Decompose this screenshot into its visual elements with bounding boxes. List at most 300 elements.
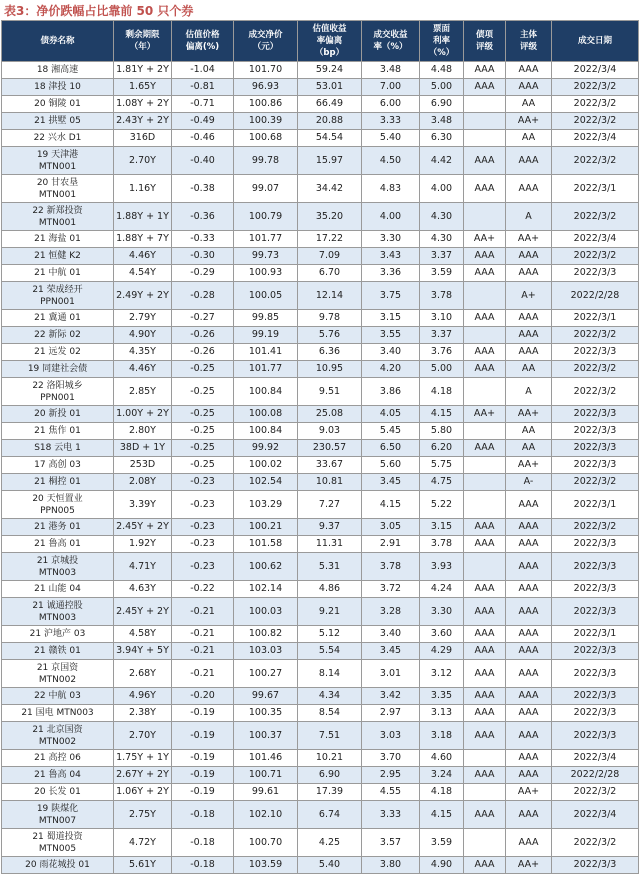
cell-issuer-rating: AA xyxy=(506,130,552,147)
cell-bond-name: 20 长发 01 xyxy=(2,784,114,801)
cell-trade-yield: 3.28 xyxy=(362,598,420,626)
cell-trade-yield: 2.91 xyxy=(362,536,420,553)
cell-valuation-price-deviation: -0.26 xyxy=(172,344,234,361)
table-row xyxy=(2,801,639,829)
cell-issuer-rating: AAA xyxy=(506,705,552,722)
cell-trade-date: 2022/3/3 xyxy=(552,722,639,750)
cell-trade-net-price: 100.35 xyxy=(234,705,298,722)
cell-issue-rating: AA+ xyxy=(464,231,506,248)
cell-issuer-rating: AAA xyxy=(506,175,552,203)
table-row xyxy=(2,688,639,705)
table-row xyxy=(2,519,639,536)
cell-coupon-rate: 3.24 xyxy=(420,767,464,784)
cell-trade-yield: 3.40 xyxy=(362,344,420,361)
cell-remaining-term: 4.46Y xyxy=(114,248,172,265)
cell-trade-yield: 3.30 xyxy=(362,231,420,248)
cell-trade-date: 2022/3/3 xyxy=(552,660,639,688)
cell-remaining-term: 1.00Y + 2Y xyxy=(114,406,172,423)
table-row xyxy=(2,440,639,457)
table-row xyxy=(2,784,639,801)
cell-valuation-yield-deviation: 34.42 xyxy=(298,175,362,203)
cell-valuation-price-deviation: -0.23 xyxy=(172,536,234,553)
table-row xyxy=(2,231,639,248)
cell-bond-name: 21 焦作 01 xyxy=(2,423,114,440)
cell-trade-date: 2022/3/4 xyxy=(552,62,639,79)
cell-trade-net-price: 100.05 xyxy=(234,282,298,310)
table-row xyxy=(2,113,639,130)
cell-issue-rating xyxy=(464,282,506,310)
cell-issue-rating: AAA xyxy=(464,705,506,722)
cell-issuer-rating: AAA xyxy=(506,688,552,705)
cell-issuer-rating: AAA xyxy=(506,519,552,536)
cell-trade-date: 2022/3/3 xyxy=(552,553,639,581)
cell-trade-yield: 3.15 xyxy=(362,310,420,327)
cell-issue-rating xyxy=(464,327,506,344)
cell-trade-net-price: 100.84 xyxy=(234,423,298,440)
cell-valuation-price-deviation: -0.22 xyxy=(172,581,234,598)
cell-trade-net-price: 101.46 xyxy=(234,750,298,767)
table-row xyxy=(2,457,639,474)
table-row xyxy=(2,130,639,147)
cell-issue-rating: AAA xyxy=(464,62,506,79)
cell-coupon-rate: 4.60 xyxy=(420,750,464,767)
cell-remaining-term: 2.38Y xyxy=(114,705,172,722)
cell-issue-rating: AA+ xyxy=(464,406,506,423)
cell-trade-date: 2022/2/28 xyxy=(552,767,639,784)
cell-bond-name: 22 新郑投资 MTN001 xyxy=(2,203,114,231)
cell-valuation-price-deviation: -0.19 xyxy=(172,784,234,801)
cell-remaining-term: 2.68Y xyxy=(114,660,172,688)
cell-issue-rating: AAA xyxy=(464,626,506,643)
cell-remaining-term: 4.96Y xyxy=(114,688,172,705)
cell-coupon-rate: 5.00 xyxy=(420,361,464,378)
table-body xyxy=(2,62,639,874)
cell-valuation-price-deviation: -0.27 xyxy=(172,310,234,327)
cell-coupon-rate: 5.22 xyxy=(420,491,464,519)
cell-trade-date: 2022/3/1 xyxy=(552,175,639,203)
cell-issuer-rating: AAA xyxy=(506,801,552,829)
cell-issuer-rating: AAA xyxy=(506,767,552,784)
cell-coupon-rate: 4.75 xyxy=(420,474,464,491)
table-row xyxy=(2,406,639,423)
cell-issue-rating xyxy=(464,130,506,147)
cell-coupon-rate: 6.20 xyxy=(420,440,464,457)
cell-valuation-price-deviation: -0.33 xyxy=(172,231,234,248)
cell-trade-net-price: 100.21 xyxy=(234,519,298,536)
cell-trade-yield: 4.00 xyxy=(362,203,420,231)
cell-valuation-price-deviation: -0.23 xyxy=(172,553,234,581)
cell-remaining-term: 4.35Y xyxy=(114,344,172,361)
cell-trade-yield: 4.50 xyxy=(362,147,420,175)
cell-trade-yield: 4.55 xyxy=(362,784,420,801)
cell-valuation-yield-deviation: 15.97 xyxy=(298,147,362,175)
cell-trade-net-price: 100.82 xyxy=(234,626,298,643)
cell-coupon-rate: 4.30 xyxy=(420,203,464,231)
cell-valuation-price-deviation: -0.23 xyxy=(172,474,234,491)
cell-remaining-term: 316D xyxy=(114,130,172,147)
cell-valuation-yield-deviation: 66.49 xyxy=(298,96,362,113)
cell-trade-yield: 3.33 xyxy=(362,113,420,130)
cell-trade-yield: 3.01 xyxy=(362,660,420,688)
cell-coupon-rate: 3.48 xyxy=(420,113,464,130)
cell-coupon-rate: 3.12 xyxy=(420,660,464,688)
table-row xyxy=(2,643,639,660)
table-row xyxy=(2,598,639,626)
cell-valuation-price-deviation: -0.49 xyxy=(172,113,234,130)
cell-coupon-rate: 5.75 xyxy=(420,457,464,474)
column-header-trade-yield: 成交收益 率（%） xyxy=(362,21,420,62)
cell-trade-yield: 3.40 xyxy=(362,626,420,643)
cell-issue-rating: AAA xyxy=(464,688,506,705)
cell-trade-net-price: 100.71 xyxy=(234,767,298,784)
cell-trade-date: 2022/2/28 xyxy=(552,282,639,310)
cell-remaining-term: 2.85Y xyxy=(114,378,172,406)
cell-trade-date: 2022/3/3 xyxy=(552,423,639,440)
cell-valuation-yield-deviation: 4.25 xyxy=(298,829,362,857)
cell-bond-name: 21 中航 01 xyxy=(2,265,114,282)
cell-trade-date: 2022/3/3 xyxy=(552,598,639,626)
cell-remaining-term: 1.88Y + 7Y xyxy=(114,231,172,248)
cell-issuer-rating: A xyxy=(506,378,552,406)
cell-valuation-price-deviation: -0.19 xyxy=(172,750,234,767)
cell-issue-rating xyxy=(464,113,506,130)
cell-valuation-price-deviation: -0.19 xyxy=(172,722,234,750)
cell-trade-date: 2022/3/2 xyxy=(552,248,639,265)
cell-valuation-price-deviation: -0.25 xyxy=(172,423,234,440)
cell-bond-name: 21 鲁高 01 xyxy=(2,536,114,553)
cell-trade-yield: 7.00 xyxy=(362,79,420,96)
cell-valuation-yield-deviation: 5.54 xyxy=(298,643,362,660)
cell-trade-net-price: 103.59 xyxy=(234,857,298,874)
cell-bond-name: 21 冀通 01 xyxy=(2,310,114,327)
table-row xyxy=(2,344,639,361)
cell-issuer-rating: AA xyxy=(506,96,552,113)
cell-bond-name: 21 拱墅 05 xyxy=(2,113,114,130)
table-row xyxy=(2,423,639,440)
cell-trade-yield: 5.45 xyxy=(362,423,420,440)
cell-trade-net-price: 100.70 xyxy=(234,829,298,857)
cell-bond-name: 21 海盐 01 xyxy=(2,231,114,248)
cell-trade-date: 2022/3/4 xyxy=(552,130,639,147)
cell-coupon-rate: 3.13 xyxy=(420,705,464,722)
cell-remaining-term: 4.72Y xyxy=(114,829,172,857)
cell-bond-name: 20 铜陵 01 xyxy=(2,96,114,113)
cell-remaining-term: 2.79Y xyxy=(114,310,172,327)
cell-valuation-yield-deviation: 5.31 xyxy=(298,553,362,581)
cell-remaining-term: 2.67Y + 2Y xyxy=(114,767,172,784)
table-row xyxy=(2,265,639,282)
cell-trade-date: 2022/3/2 xyxy=(552,147,639,175)
cell-issuer-rating: AAA xyxy=(506,344,552,361)
cell-trade-net-price: 103.29 xyxy=(234,491,298,519)
column-header-valuation-price-deviation: 估值价格 偏离(%) xyxy=(172,21,234,62)
cell-coupon-rate: 3.10 xyxy=(420,310,464,327)
cell-trade-yield: 3.45 xyxy=(362,474,420,491)
cell-issuer-rating: AA+ xyxy=(506,406,552,423)
cell-issue-rating: AAA xyxy=(464,581,506,598)
cell-trade-date: 2022/3/2 xyxy=(552,361,639,378)
cell-trade-yield: 3.78 xyxy=(362,553,420,581)
cell-trade-date: 2022/3/2 xyxy=(552,784,639,801)
cell-coupon-rate: 4.15 xyxy=(420,801,464,829)
cell-trade-net-price: 101.70 xyxy=(234,62,298,79)
cell-trade-date: 2022/3/1 xyxy=(552,626,639,643)
cell-trade-yield: 4.15 xyxy=(362,491,420,519)
table-row xyxy=(2,536,639,553)
cell-trade-net-price: 100.03 xyxy=(234,598,298,626)
cell-valuation-yield-deviation: 25.08 xyxy=(298,406,362,423)
cell-trade-date: 2022/3/2 xyxy=(552,113,639,130)
cell-issuer-rating: AA xyxy=(506,440,552,457)
table-row xyxy=(2,626,639,643)
cell-bond-name: 21 鲁高 04 xyxy=(2,767,114,784)
cell-trade-net-price: 101.77 xyxy=(234,361,298,378)
cell-issue-rating: AAA xyxy=(464,643,506,660)
cell-issue-rating: AAA xyxy=(464,722,506,750)
cell-remaining-term: 2.49Y + 2Y xyxy=(114,282,172,310)
cell-issuer-rating: AAA xyxy=(506,553,552,581)
cell-remaining-term: 1.88Y + 1Y xyxy=(114,203,172,231)
cell-valuation-yield-deviation: 6.90 xyxy=(298,767,362,784)
cell-bond-name: 19 陕煤化 MTN007 xyxy=(2,801,114,829)
cell-remaining-term: 2.70Y xyxy=(114,147,172,175)
cell-bond-name: 21 恒健 K2 xyxy=(2,248,114,265)
cell-bond-name: 21 京国资 MTN002 xyxy=(2,660,114,688)
table-row xyxy=(2,203,639,231)
cell-valuation-yield-deviation: 10.81 xyxy=(298,474,362,491)
cell-issue-rating: AAA xyxy=(464,598,506,626)
cell-valuation-yield-deviation: 5.12 xyxy=(298,626,362,643)
cell-remaining-term: 2.45Y + 2Y xyxy=(114,598,172,626)
cell-coupon-rate: 4.30 xyxy=(420,231,464,248)
cell-issue-rating: AAA xyxy=(464,660,506,688)
cell-remaining-term: 38D + 1Y xyxy=(114,440,172,457)
cell-bond-name: 21 港务 01 xyxy=(2,519,114,536)
cell-issue-rating: AAA xyxy=(464,310,506,327)
cell-trade-yield: 3.75 xyxy=(362,282,420,310)
cell-valuation-yield-deviation: 9.21 xyxy=(298,598,362,626)
column-header-issuer-rating: 主体 评级 xyxy=(506,21,552,62)
cell-issuer-rating: AAA xyxy=(506,491,552,519)
table-row xyxy=(2,248,639,265)
cell-bond-name: 20 天恒置业 PPN005 xyxy=(2,491,114,519)
table-row xyxy=(2,750,639,767)
cell-remaining-term: 4.90Y xyxy=(114,327,172,344)
cell-remaining-term: 5.61Y xyxy=(114,857,172,874)
cell-trade-net-price: 103.03 xyxy=(234,643,298,660)
cell-trade-yield: 4.83 xyxy=(362,175,420,203)
cell-valuation-price-deviation: -0.23 xyxy=(172,519,234,536)
cell-bond-name: 21 蜀道投资 MTN005 xyxy=(2,829,114,857)
cell-coupon-rate: 3.35 xyxy=(420,688,464,705)
cell-valuation-yield-deviation: 53.01 xyxy=(298,79,362,96)
cell-trade-net-price: 99.19 xyxy=(234,327,298,344)
cell-issuer-rating: AAA xyxy=(506,750,552,767)
cell-valuation-price-deviation: -0.25 xyxy=(172,378,234,406)
cell-trade-date: 2022/3/2 xyxy=(552,79,639,96)
cell-issuer-rating: AAA xyxy=(506,310,552,327)
cell-trade-net-price: 101.77 xyxy=(234,231,298,248)
cell-remaining-term: 1.65Y xyxy=(114,79,172,96)
cell-trade-yield: 6.00 xyxy=(362,96,420,113)
table-row xyxy=(2,361,639,378)
cell-trade-net-price: 99.92 xyxy=(234,440,298,457)
cell-bond-name: 21 赣铁 01 xyxy=(2,643,114,660)
cell-remaining-term: 4.46Y xyxy=(114,361,172,378)
cell-coupon-rate: 3.93 xyxy=(420,553,464,581)
cell-trade-date: 2022/3/3 xyxy=(552,344,639,361)
cell-valuation-price-deviation: -0.25 xyxy=(172,457,234,474)
table-row xyxy=(2,829,639,857)
cell-coupon-rate: 3.59 xyxy=(420,265,464,282)
cell-valuation-price-deviation: -0.29 xyxy=(172,265,234,282)
cell-coupon-rate: 6.30 xyxy=(420,130,464,147)
cell-remaining-term: 4.71Y xyxy=(114,553,172,581)
cell-issuer-rating: AAA xyxy=(506,581,552,598)
cell-trade-net-price: 99.61 xyxy=(234,784,298,801)
table-row xyxy=(2,491,639,519)
cell-issue-rating: AAA xyxy=(464,344,506,361)
cell-trade-yield: 3.70 xyxy=(362,750,420,767)
cell-remaining-term: 1.08Y + 2Y xyxy=(114,96,172,113)
table-row xyxy=(2,96,639,113)
cell-trade-yield: 3.80 xyxy=(362,857,420,874)
cell-remaining-term: 1.92Y xyxy=(114,536,172,553)
cell-valuation-yield-deviation: 8.54 xyxy=(298,705,362,722)
cell-remaining-term: 253D xyxy=(114,457,172,474)
cell-trade-net-price: 100.84 xyxy=(234,378,298,406)
cell-valuation-yield-deviation: 9.03 xyxy=(298,423,362,440)
cell-trade-net-price: 102.14 xyxy=(234,581,298,598)
cell-trade-yield: 6.50 xyxy=(362,440,420,457)
cell-issuer-rating: AAA xyxy=(506,643,552,660)
cell-valuation-yield-deviation: 6.74 xyxy=(298,801,362,829)
cell-trade-yield: 5.60 xyxy=(362,457,420,474)
cell-issuer-rating: A- xyxy=(506,474,552,491)
cell-bond-name: 21 荣成经开 PPN001 xyxy=(2,282,114,310)
cell-issuer-rating: AAA xyxy=(506,598,552,626)
cell-issuer-rating: AAA xyxy=(506,265,552,282)
cell-trade-yield: 3.55 xyxy=(362,327,420,344)
cell-coupon-rate: 3.78 xyxy=(420,282,464,310)
cell-valuation-price-deviation: -0.20 xyxy=(172,688,234,705)
cell-bond-name: 21 高控 06 xyxy=(2,750,114,767)
cell-bond-name: 19 天津港 MTN001 xyxy=(2,147,114,175)
cell-trade-net-price: 100.79 xyxy=(234,203,298,231)
cell-trade-date: 2022/3/3 xyxy=(552,857,639,874)
cell-trade-net-price: 99.78 xyxy=(234,147,298,175)
cell-trade-date: 2022/3/3 xyxy=(552,406,639,423)
cell-trade-yield: 3.72 xyxy=(362,581,420,598)
cell-coupon-rate: 4.29 xyxy=(420,643,464,660)
cell-issuer-rating: AAA xyxy=(506,722,552,750)
cell-valuation-yield-deviation: 7.27 xyxy=(298,491,362,519)
cell-bond-name: 18 津投 10 xyxy=(2,79,114,96)
cell-bond-name: 21 山能 04 xyxy=(2,581,114,598)
cell-coupon-rate: 4.90 xyxy=(420,857,464,874)
cell-remaining-term: 3.94Y + 5Y xyxy=(114,643,172,660)
cell-coupon-rate: 3.78 xyxy=(420,536,464,553)
cell-trade-net-price: 100.27 xyxy=(234,660,298,688)
cell-valuation-yield-deviation: 20.88 xyxy=(298,113,362,130)
cell-valuation-yield-deviation: 12.14 xyxy=(298,282,362,310)
cell-issue-rating: AAA xyxy=(464,79,506,96)
column-header-trade-date: 成交日期 xyxy=(552,21,639,62)
cell-trade-yield: 5.40 xyxy=(362,130,420,147)
cell-issue-rating: AAA xyxy=(464,801,506,829)
cell-bond-name: 22 洛阳城乡 PPN001 xyxy=(2,378,114,406)
cell-issuer-rating: AA+ xyxy=(506,457,552,474)
cell-valuation-yield-deviation: 8.14 xyxy=(298,660,362,688)
cell-issue-rating xyxy=(464,750,506,767)
table-row xyxy=(2,705,639,722)
table-row xyxy=(2,282,639,310)
cell-issue-rating xyxy=(464,457,506,474)
cell-issuer-rating: AA xyxy=(506,423,552,440)
cell-valuation-yield-deviation: 5.40 xyxy=(298,857,362,874)
cell-valuation-yield-deviation: 9.51 xyxy=(298,378,362,406)
cell-trade-net-price: 100.02 xyxy=(234,457,298,474)
cell-remaining-term: 2.75Y xyxy=(114,801,172,829)
cell-trade-yield: 3.45 xyxy=(362,643,420,660)
cell-trade-date: 2022/3/4 xyxy=(552,231,639,248)
cell-remaining-term: 4.58Y xyxy=(114,626,172,643)
cell-trade-net-price: 100.93 xyxy=(234,265,298,282)
cell-issuer-rating: AAA xyxy=(506,79,552,96)
cell-trade-yield: 3.05 xyxy=(362,519,420,536)
cell-bond-name: 21 沪地产 03 xyxy=(2,626,114,643)
cell-trade-yield: 2.97 xyxy=(362,705,420,722)
cell-remaining-term: 1.16Y xyxy=(114,175,172,203)
cell-valuation-yield-deviation: 4.86 xyxy=(298,581,362,598)
cell-valuation-yield-deviation: 17.22 xyxy=(298,231,362,248)
cell-coupon-rate: 3.37 xyxy=(420,327,464,344)
table-row xyxy=(2,175,639,203)
cell-valuation-yield-deviation: 54.54 xyxy=(298,130,362,147)
cell-trade-net-price: 100.62 xyxy=(234,553,298,581)
bond-table xyxy=(1,20,639,874)
cell-valuation-yield-deviation: 5.76 xyxy=(298,327,362,344)
table-row xyxy=(2,767,639,784)
cell-issuer-rating: AAA xyxy=(506,829,552,857)
cell-valuation-price-deviation: -0.18 xyxy=(172,829,234,857)
cell-remaining-term: 2.70Y xyxy=(114,722,172,750)
cell-valuation-price-deviation: -0.26 xyxy=(172,327,234,344)
cell-trade-yield: 3.03 xyxy=(362,722,420,750)
cell-coupon-rate: 4.24 xyxy=(420,581,464,598)
cell-trade-date: 2022/3/3 xyxy=(552,536,639,553)
cell-issue-rating xyxy=(464,378,506,406)
cell-valuation-price-deviation: -0.40 xyxy=(172,147,234,175)
cell-valuation-price-deviation: -0.46 xyxy=(172,130,234,147)
cell-remaining-term: 4.63Y xyxy=(114,581,172,598)
cell-trade-date: 2022/3/2 xyxy=(552,96,639,113)
table-row xyxy=(2,378,639,406)
cell-issue-rating: AAA xyxy=(464,265,506,282)
cell-issue-rating xyxy=(464,829,506,857)
cell-valuation-yield-deviation: 10.21 xyxy=(298,750,362,767)
cell-remaining-term: 1.75Y + 1Y xyxy=(114,750,172,767)
cell-coupon-rate: 4.48 xyxy=(420,62,464,79)
cell-bond-name: 21 北京国资 MTN002 xyxy=(2,722,114,750)
cell-issue-rating xyxy=(464,96,506,113)
cell-coupon-rate: 4.00 xyxy=(420,175,464,203)
cell-bond-name: 22 新际 02 xyxy=(2,327,114,344)
cell-valuation-price-deviation: -0.21 xyxy=(172,660,234,688)
cell-coupon-rate: 3.18 xyxy=(420,722,464,750)
cell-trade-date: 2022/3/4 xyxy=(552,801,639,829)
cell-bond-name: 21 诚通控股 MTN003 xyxy=(2,598,114,626)
